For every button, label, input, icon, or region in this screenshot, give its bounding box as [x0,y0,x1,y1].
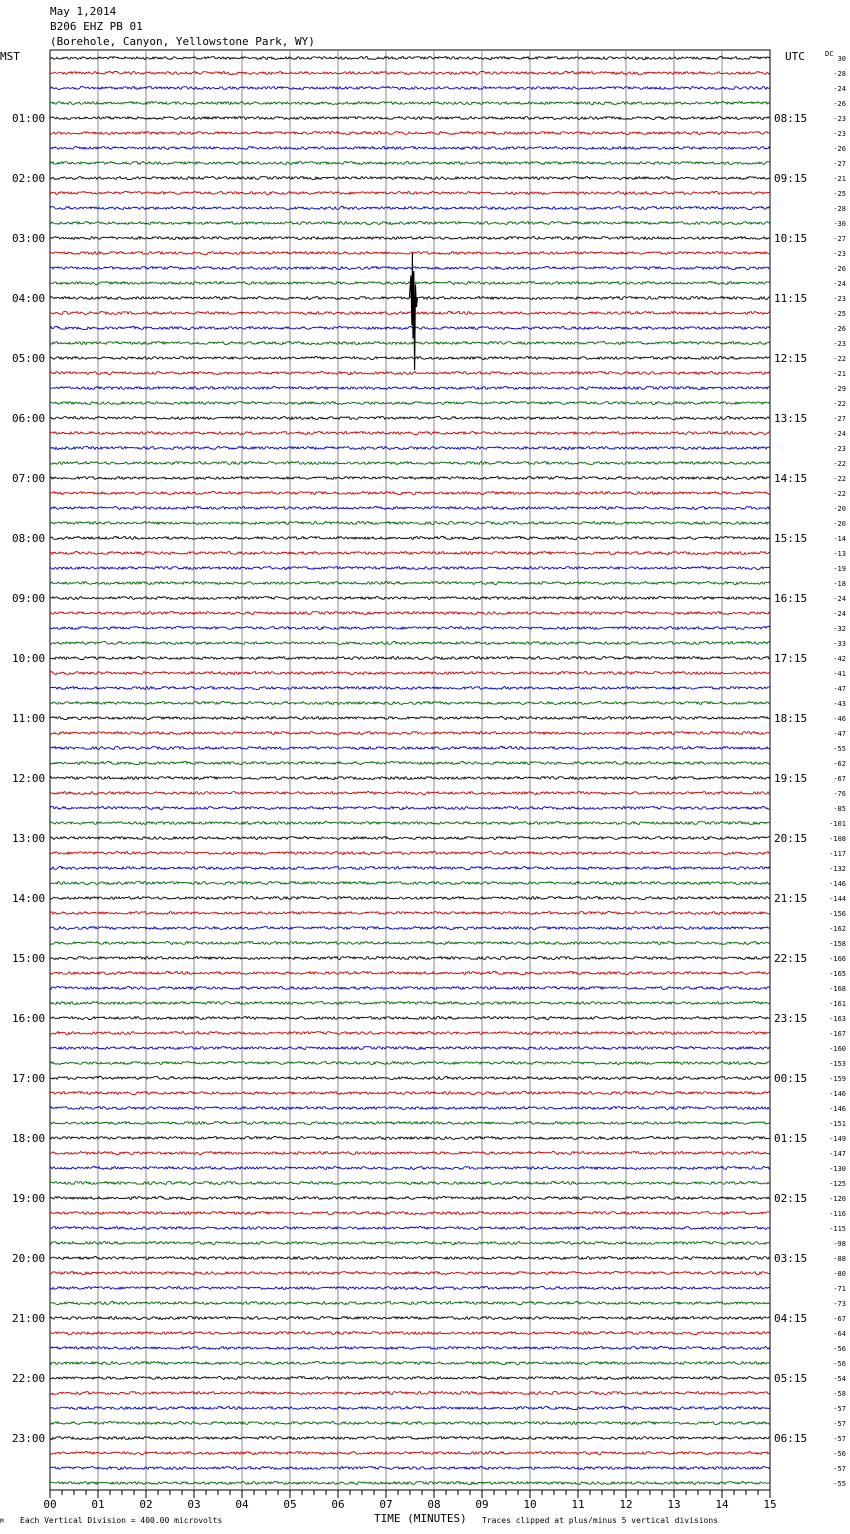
mst-hour-label: 18:00 [12,1132,46,1145]
dc-offset-label: -116 [829,1210,846,1218]
trace-line [50,792,770,795]
mst-hour-label: 23:00 [12,1432,46,1445]
dc-offset-label: -27 [833,235,846,243]
trace-line [50,776,770,779]
dc-offset-label: -18 [833,580,846,588]
utc-hour-label: 02:15 [774,1192,808,1205]
utc-hour-label: 19:15 [774,772,808,785]
trace-line [50,461,770,464]
dc-offset-label: -43 [833,700,846,708]
trace-line [50,1301,770,1304]
dc-offset-label: -23 [833,250,846,258]
mst-hour-label: 16:00 [12,1012,46,1025]
mst-hour-label: 06:00 [12,412,46,425]
trace-line [50,1346,770,1349]
trace-line [50,1256,770,1259]
trace-line [50,1106,770,1109]
dc-offset-label: -165 [829,970,846,978]
mst-hour-label: 08:00 [12,532,46,545]
trace-line [50,1406,770,1409]
trace-line [50,566,770,569]
trace-line [50,86,770,89]
mst-hour-label: 15:00 [12,952,46,965]
dc-offset-label: -64 [833,1330,846,1338]
trace-line [50,1362,770,1365]
x-tick-label: 09 [475,1498,489,1511]
trace-line [50,252,770,255]
mst-hour-label: 17:00 [12,1072,46,1085]
dc-offset-label: -47 [833,685,846,693]
utc-hour-label: 04:15 [774,1312,808,1325]
trace-line [50,1392,770,1395]
utc-hour-label: 03:15 [774,1252,808,1265]
mst-hour-label: 07:00 [12,472,46,485]
dc-offset-label: -28 [833,70,846,78]
trace-line [50,132,770,135]
mst-hour-label: 05:00 [12,352,46,365]
mst-hour-label: 21:00 [12,1312,46,1325]
utc-hour-label: 15:15 [774,532,808,545]
trace-line [50,311,770,314]
dc-offset-label: -22 [833,400,846,408]
utc-hour-label: 05:15 [774,1372,808,1385]
trace-line [50,836,770,839]
utc-hour-label: 12:15 [774,352,808,365]
utc-hour-label: 14:15 [774,472,808,485]
dc-offset-label: -130 [829,1165,846,1173]
corner-mark: M [0,1518,4,1525]
trace-line [50,536,770,539]
dc-offset-label: -108 [829,835,846,843]
dc-offset-label: -21 [833,370,846,378]
trace-line [50,326,770,329]
dc-offset-label: -57 [833,1465,846,1473]
trace-line [50,116,770,119]
trace-line [50,1091,770,1094]
dc-offset-label: -13 [833,550,846,558]
dc-offset-label: -24 [833,610,846,618]
dc-offset-label: -23 [833,115,846,123]
trace-line [50,821,770,824]
dc-offset-label: -19 [833,565,846,573]
dc-offset-label: -120 [829,1195,846,1203]
utc-hour-label: 17:15 [774,652,808,665]
trace-line [50,1167,770,1170]
mst-hour-label: 14:00 [12,892,46,905]
trace-line [50,687,770,690]
utc-axis-title: UTC [785,50,805,63]
dc-offset-label: -149 [829,1135,846,1143]
mst-hour-label: 09:00 [12,592,46,605]
trace-line [50,941,770,944]
utc-hour-label: 21:15 [774,892,808,905]
trace-line [50,1376,770,1379]
trace-line [50,1196,770,1199]
dc-offset-label: -57 [833,1420,846,1428]
trace-line [50,1271,770,1274]
x-tick-label: 13 [667,1498,681,1511]
dc-offset-label: -26 [833,265,846,273]
utc-hour-label: 06:15 [774,1432,808,1445]
x-tick-label: 12 [619,1498,633,1511]
utc-hour-label: 11:15 [774,292,808,305]
trace-line [50,866,770,869]
trace-line [50,1421,770,1424]
dc-offset-label: -23 [833,445,846,453]
dc-offset-label: -146 [829,1105,846,1113]
utc-hour-label: 20:15 [774,832,808,845]
dc-offset-label: -22 [833,490,846,498]
trace-line [50,732,770,735]
utc-hour-label: 16:15 [774,592,808,605]
trace-line [50,161,770,164]
dc-offset-label: -71 [833,1285,846,1293]
mst-hour-label: 20:00 [12,1252,46,1265]
mst-axis-title: MST [0,50,20,63]
mst-hour-label: 04:00 [12,292,46,305]
trace-line [50,401,770,404]
trace-line [50,1122,770,1125]
x-tick-label: 02 [139,1498,153,1511]
dc-offset-label: -54 [833,1375,846,1383]
x-tick-label: 01 [91,1498,105,1511]
trace-line [50,57,770,60]
trace-line [50,807,770,810]
trace-line [50,357,770,360]
dc-offset-label: -42 [833,655,846,663]
trace-line [50,761,770,764]
dc-offset-label: -26 [833,325,846,333]
trace-line [50,1452,770,1455]
dc-offset-label: -22 [833,355,846,363]
trace-line [50,716,770,719]
trace-line [50,1481,770,1484]
dc-offset-label: -67 [833,1315,846,1323]
dc-offset-label: -24 [833,280,846,288]
trace-line [50,611,770,614]
dc-offset-label: -58 [833,1390,846,1398]
dc-offset-label: -33 [833,640,846,648]
trace-line [50,1466,770,1469]
utc-hour-label: 08:15 [774,112,808,125]
trace-line [50,71,770,74]
trace-line [50,1181,770,1184]
dc-offset-label: -67 [833,775,846,783]
mst-hour-label: 02:00 [12,172,46,185]
mst-hour-label: 11:00 [12,712,46,725]
dc-offset-label: -162 [829,925,846,933]
dc-offset-label: -20 [833,520,846,528]
dc-offset-label: -23 [833,340,846,348]
dc-offset-label: -62 [833,760,846,768]
trace-line [50,101,770,104]
trace-line [50,1286,770,1289]
dc-offset-label: -56 [833,1360,846,1368]
dc-offset-label: -146 [829,1090,846,1098]
mst-hour-label: 12:00 [12,772,46,785]
dc-offset-label: -151 [829,1120,846,1128]
x-axis-label: TIME (MINUTES) [374,1512,467,1525]
trace-line [50,476,770,479]
trace-line [50,1436,770,1439]
trace-line [50,1062,770,1065]
dc-offset-label: -163 [829,1015,846,1023]
trace-line [50,266,770,269]
trace-line [50,1242,770,1245]
trace-line [50,671,770,674]
dc-offset-label: -76 [833,790,846,798]
trace-line [50,236,770,239]
x-tick-label: 07 [379,1498,393,1511]
x-tick-label: 04 [235,1498,249,1511]
x-tick-label: 15 [763,1498,777,1511]
dc-offset-label: -115 [829,1225,846,1233]
trace-line [50,506,770,509]
trace-line [50,971,770,974]
clip-note: Traces clipped at plus/minus 5 vertical divisions [482,1516,719,1525]
dc-offset-label: -47 [833,730,846,738]
trace-line [50,416,770,419]
trace-line [50,881,770,884]
utc-hour-label: 18:15 [774,712,808,725]
x-tick-label: 05 [283,1498,297,1511]
trace-line [50,1046,770,1049]
dc-offset-label: -101 [829,820,846,828]
dc-offset-label: -23 [833,130,846,138]
trace-line [50,957,770,960]
dc-offset-label: -25 [833,310,846,318]
trace-line [50,446,770,449]
dc-offset-label: -55 [833,745,846,753]
dc-offset-label: -24 [833,85,846,93]
mst-hour-label: 19:00 [12,1192,46,1205]
trace-line [50,221,770,224]
trace-line [50,492,770,495]
dc-offset-label: -144 [829,895,846,903]
utc-hour-label: 22:15 [774,952,808,965]
dc-offset-label: -24 [833,430,846,438]
trace-line [50,1076,770,1079]
trace-line [50,1151,770,1154]
trace-line [50,372,770,375]
dc-offset-label: -26 [833,100,846,108]
dc-offset-label: -14 [833,535,846,543]
dc-offset-label: -57 [833,1405,846,1413]
dc-offset-label: -146 [829,880,846,888]
trace-line [50,341,770,344]
trace-line [50,1227,770,1230]
dc-offset-label: -117 [829,850,846,858]
trace-line [50,1316,770,1319]
trace-line [50,746,770,749]
dc-offset-label: -158 [829,940,846,948]
dc-offset-label: -24 [833,595,846,603]
dc-offset-label: -27 [833,160,846,168]
dc-offset-label: -57 [833,1435,846,1443]
dc-offset-label: -161 [829,1000,846,1008]
dc-offset-label: -55 [833,1480,846,1488]
trace-line [50,1331,770,1334]
dc-offset-label: -85 [833,805,846,813]
mst-hour-label: 13:00 [12,832,46,845]
x-tick-label: 10 [523,1498,537,1511]
utc-hour-label: 10:15 [774,232,808,245]
dc-offset-label: -166 [829,955,846,963]
trace-line [50,596,770,599]
dc-offset-label: -73 [833,1300,846,1308]
dc-offset-label: -32 [833,625,846,633]
dc-offset-label: -167 [829,1030,846,1038]
dc-offset-label: -29 [833,385,846,393]
dc-offset-label: -30 [833,220,846,228]
trace-line [50,432,770,435]
dc-offset-label: -88 [833,1255,846,1263]
trace-line [50,552,770,555]
mst-hour-label: 01:00 [12,112,46,125]
x-tick-label: 00 [43,1498,57,1511]
trace-line [50,641,770,644]
trace-line [50,191,770,194]
dc-offset-label: -46 [833,715,846,723]
utc-hour-label: 13:15 [774,412,808,425]
trace-line [50,176,770,179]
dc-offset-label: -168 [829,985,846,993]
dc-axis-title: DC [825,50,834,58]
trace-line [50,986,770,989]
dc-offset-label: -28 [833,205,846,213]
x-tick-label: 08 [427,1498,441,1511]
trace-line [50,522,770,525]
trace-line [50,626,770,629]
trace-line [50,146,770,149]
dc-offset-label: -27 [833,415,846,423]
trace-line [50,911,770,914]
scale-note: Each Vertical Division = 400.00 microvolts [20,1516,223,1525]
mst-hour-label: 22:00 [12,1372,46,1385]
dc-offset-label: -132 [829,865,846,873]
dc-offset-label: -41 [833,670,846,678]
dc-offset-label: -156 [829,910,846,918]
station-location: (Borehole, Canyon, Yellowstone Park, WY) [50,35,315,48]
dc-offset-label: 30 [837,55,846,63]
trace-line [50,1001,770,1004]
trace-line [50,386,770,389]
dc-offset-label: -125 [829,1180,846,1188]
x-tick-label: 14 [715,1498,729,1511]
dc-offset-label: -22 [833,475,846,483]
utc-hour-label: 23:15 [774,1012,808,1025]
trace-line [50,927,770,930]
utc-hour-label: 09:15 [774,172,808,185]
utc-hour-label: 00:15 [774,1072,808,1085]
dc-offset-label: -23 [833,295,846,303]
x-tick-label: 11 [571,1498,585,1511]
dc-offset-label: -147 [829,1150,846,1158]
dc-offset-label: -26 [833,145,846,153]
dc-offset-label: -22 [833,460,846,468]
x-tick-label: 03 [187,1498,201,1511]
dc-offset-label: -80 [833,1270,846,1278]
trace-line [50,896,770,899]
trace-line [50,1017,770,1020]
x-tick-label: 06 [331,1498,345,1511]
mst-hour-label: 10:00 [12,652,46,665]
trace-line [50,206,770,209]
dc-offset-label: -56 [833,1450,846,1458]
trace-line [50,851,770,854]
dc-offset-label: -56 [833,1345,846,1353]
trace-line [50,582,770,585]
trace-line [50,1031,770,1034]
trace-line [50,1211,770,1214]
station-code: B206 EHZ PB 01 [50,20,143,33]
utc-hour-label: 01:15 [774,1132,808,1145]
dc-offset-label: -160 [829,1045,846,1053]
dc-offset-label: -98 [833,1240,846,1248]
trace-line [50,656,770,659]
chart-date: May 1,2014 [50,5,117,18]
dc-offset-label: -25 [833,190,846,198]
trace-line [50,701,770,704]
dc-offset-label: -153 [829,1060,846,1068]
mst-hour-label: 03:00 [12,232,46,245]
dc-offset-label: -21 [833,175,846,183]
dc-offset-label: -20 [833,505,846,513]
trace-line [50,1136,770,1139]
dc-offset-label: -159 [829,1075,846,1083]
